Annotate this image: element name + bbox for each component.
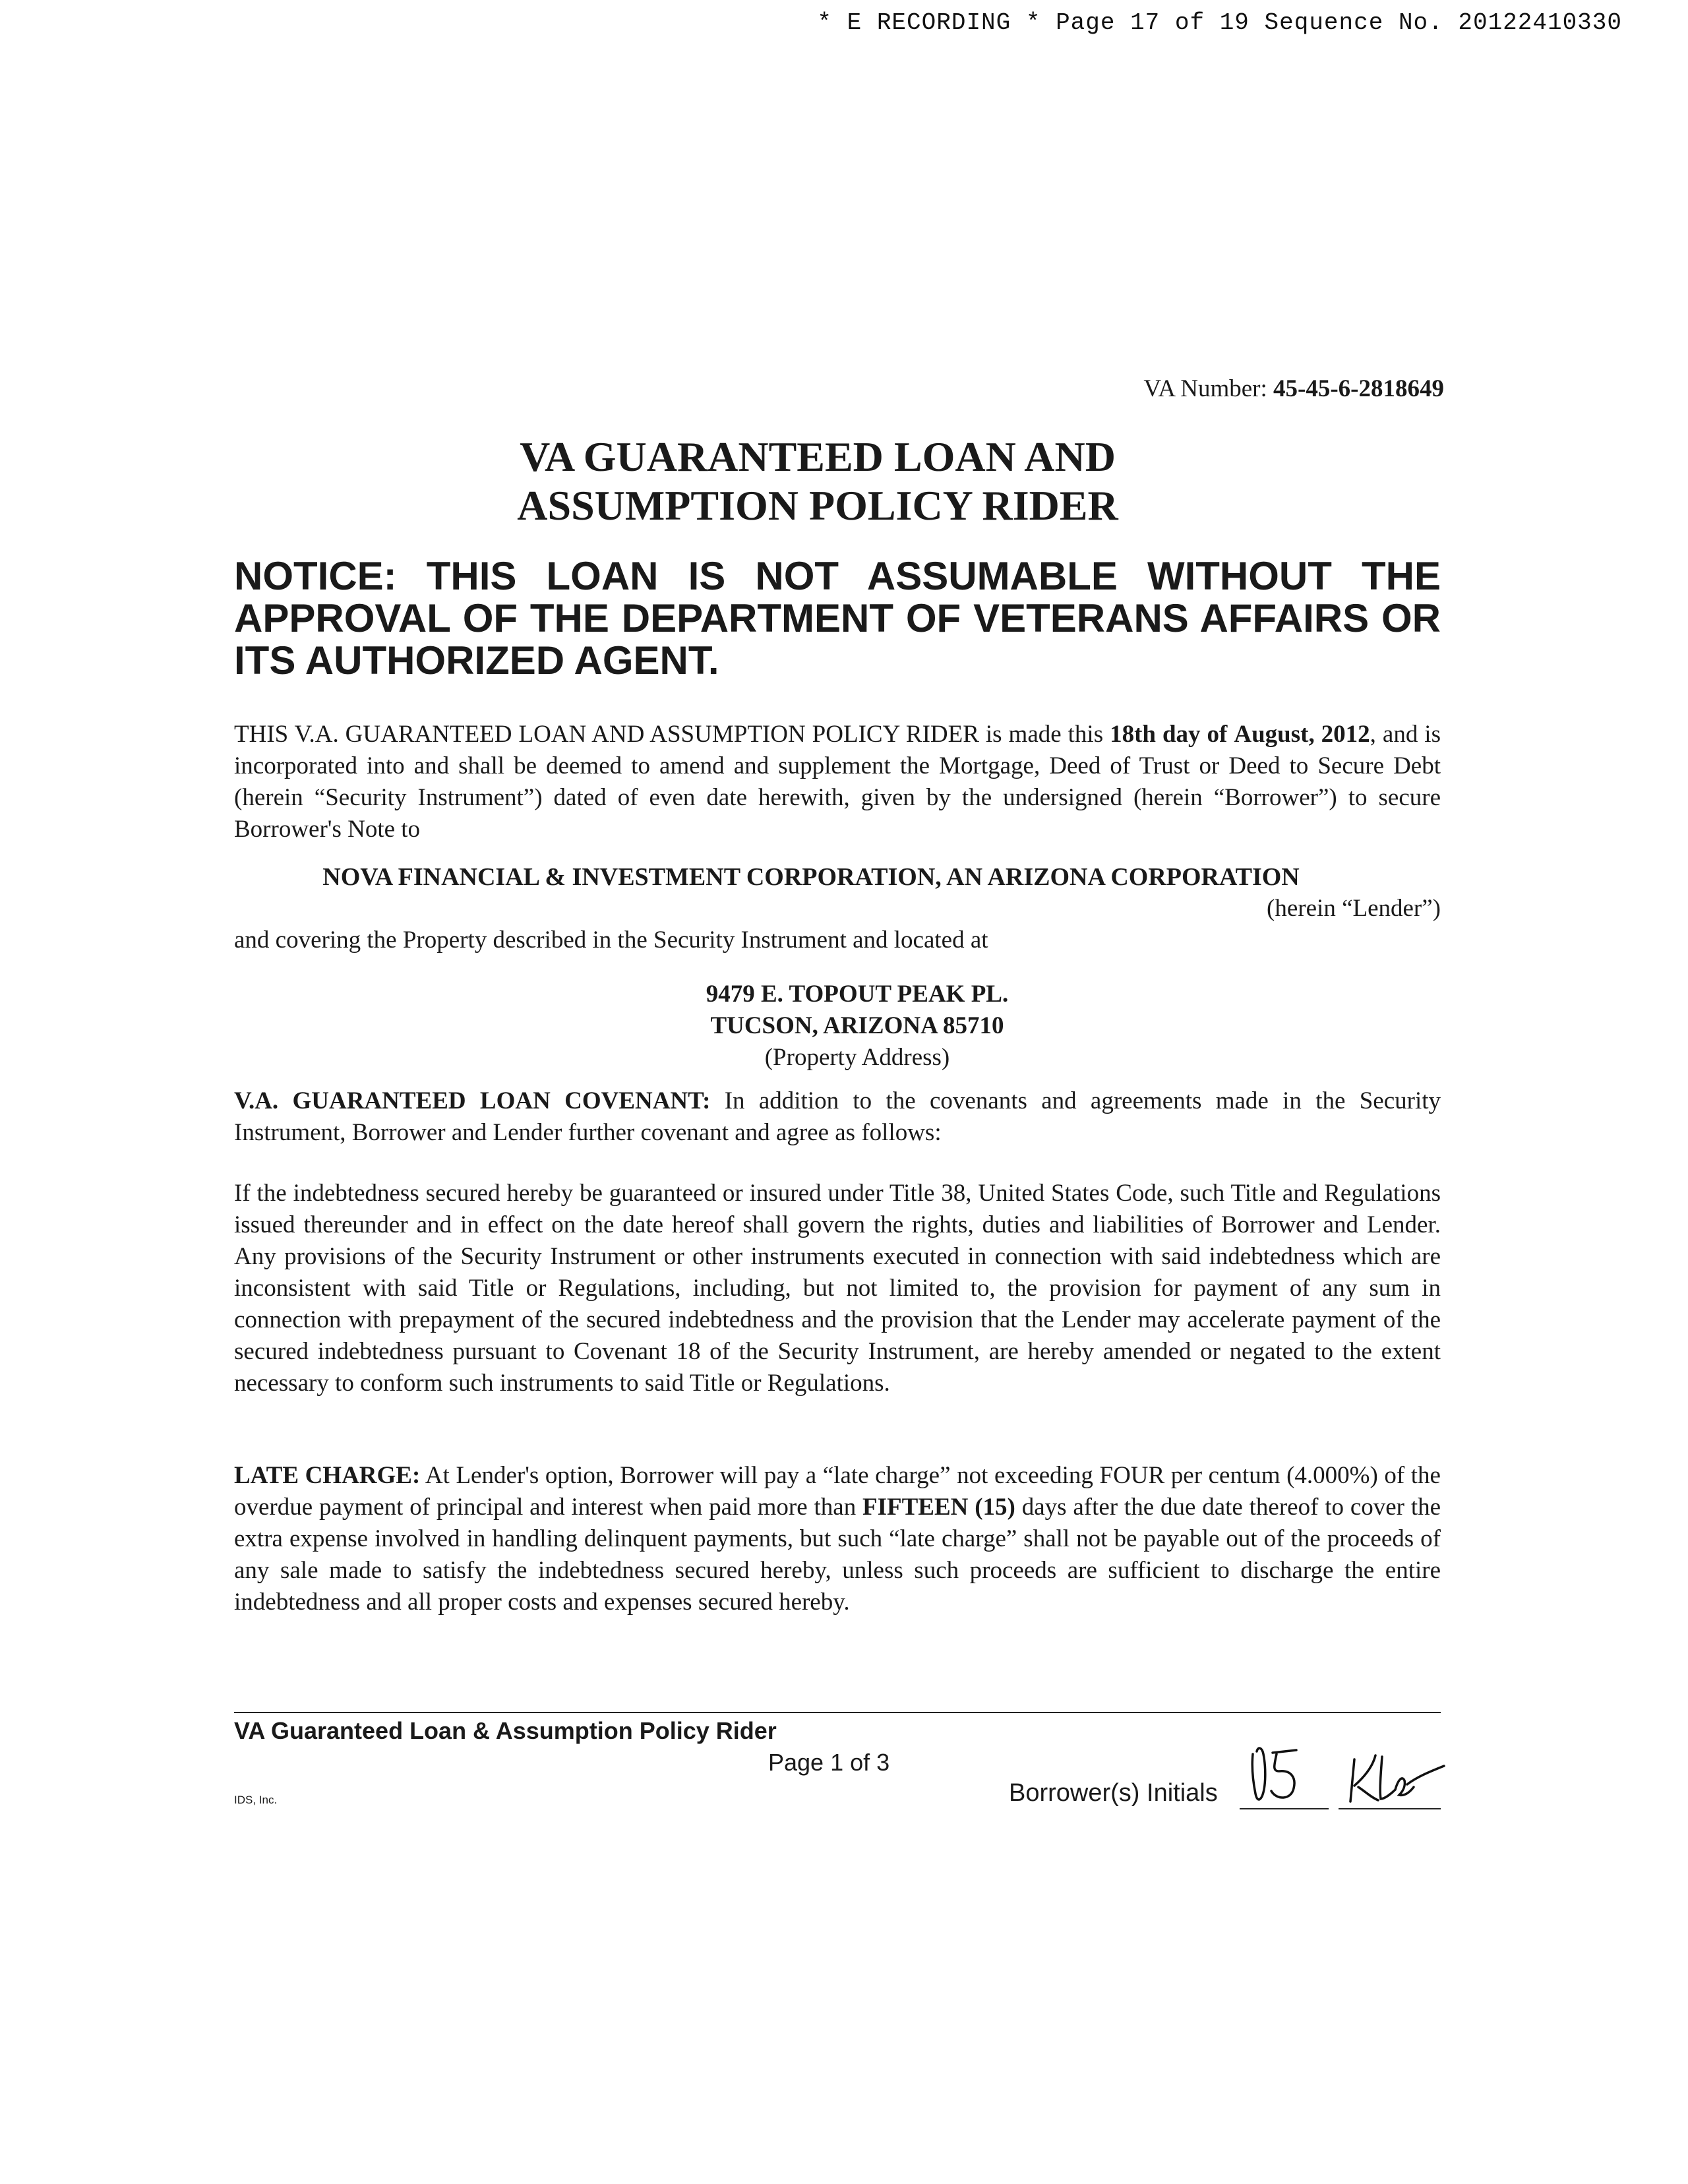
footer-divider xyxy=(234,1712,1441,1713)
covering-text: and covering the Property described in the Security Instrument and located at xyxy=(234,926,988,954)
property-address-label: (Property Address) xyxy=(764,1044,950,1071)
va-number-label: VA Number: xyxy=(1143,375,1267,402)
borrower-initials-label: Borrower(s) Initials xyxy=(1009,1779,1218,1807)
intro-text-2: , and is incorporated into and shall be deemed to amend and supplement the Mortgage, Deed of Trust or Deed to Secure Debt (herein “Security Instrument”) dated of even date herewith, given by the undersigned (herein “Borrower”) to secure Borrower's Note to xyxy=(234,721,1441,843)
covenant-heading: V.A. GUARANTEED LOAN COVENANT: xyxy=(234,1087,711,1114)
late-charge-days: FIFTEEN (15) xyxy=(862,1494,1015,1521)
covenant-text: In addition to the covenants and agreements made in the Security Instrument, Borrower and Lender further covenant and agree as follows: xyxy=(234,1087,1441,1146)
assumption-notice: NOTICE: THIS LOAN IS NOT ASSUMABLE WITHOUT THE APPROVAL OF THE DEPARTMENT OF VETERANS AFFAIRS OR ITS AUTHORIZED AGENT. xyxy=(234,554,1441,682)
late-charge-paragraph xyxy=(234,1460,1441,1618)
borrower-initials-signature-1 xyxy=(1233,1728,1332,1813)
property-address xyxy=(13,979,1688,1074)
property-street: 9479 E. TOPOUT PEAK PL. xyxy=(706,981,1009,1008)
late-charge-heading: LATE CHARGE: xyxy=(234,1462,421,1489)
document-title-line1: VA GUARANTEED LOAN AND xyxy=(520,433,1116,480)
late-charge-text-2: days after the due date thereof to cover the extra expense involved in handling delinquent payments, but such “late charge” shall not be payable out of the proceeds of any sale made to satisfy the indebtedness secured hereby, unless such proceeds are sufficient to discharge the entire indebtedness and all proper costs and expenses secured hereby. xyxy=(234,1494,1441,1616)
intro-day: 18th day of xyxy=(1110,721,1228,748)
lender-herein-label: (herein “Lender”) xyxy=(1267,895,1441,922)
va-number-value: 45-45-6-2818649 xyxy=(1273,375,1444,402)
property-city: TUCSON, ARIZONA 85710 xyxy=(710,1012,1004,1039)
lender-name: NOVA FINANCIAL & INVESTMENT CORPORATION, AN ARIZONA CORPORATION xyxy=(322,863,1300,891)
late-charge-text-1: At Lender's option, Borrower will pay a “late charge” not exceeding FOUR per centum (4.000%) of the overdue payment of principal and interest when paid more than xyxy=(234,1462,1441,1521)
intro-paragraph xyxy=(234,719,1441,845)
footer-page-number: Page 1 of 3 xyxy=(768,1749,890,1776)
recording-header: * E RECORDING * Page 17 of 19 Sequence No. 20122410330 xyxy=(817,9,1622,36)
footer-form-title: VA Guaranteed Loan & Assumption Policy Rider xyxy=(234,1717,777,1744)
covenant-paragraph xyxy=(234,1085,1441,1149)
intro-date: August, 2012 xyxy=(1234,721,1370,748)
intro-text-1: THIS V.A. GUARANTEED LOAN AND ASSUMPTION POLICY RIDER is made this xyxy=(234,721,1104,748)
footer-publisher: IDS, Inc. xyxy=(234,1794,278,1806)
va-number xyxy=(1143,375,1444,403)
document-title-line2: ASSUMPTION POLICY RIDER xyxy=(517,482,1118,529)
title38-paragraph: If the indebtedness secured hereby be guaranteed or insured under Title 38, United States Code, such Title and Regulations issued thereunder and in effect on the date hereof shall govern the rights, duties and liabilities of Borrower and Lender. Any provisions of the Security Instrument or other instruments executed in connection with said indebtedness which are inconsistent with said Title or Regulations, including, but not limited to, the provision for payment of any sum in connection with prepayment of the secured indebtedness and the provision that the Lender may accelerate payment of the secured indebtedness pursuant to Covenant 18 of the Security Instrument, are hereby amended or negated to the extent necessary to conform such instruments to said Title or Regulations. xyxy=(234,1180,1441,1397)
borrower-initials-signature-2 xyxy=(1339,1728,1451,1813)
document-title xyxy=(0,433,1662,530)
